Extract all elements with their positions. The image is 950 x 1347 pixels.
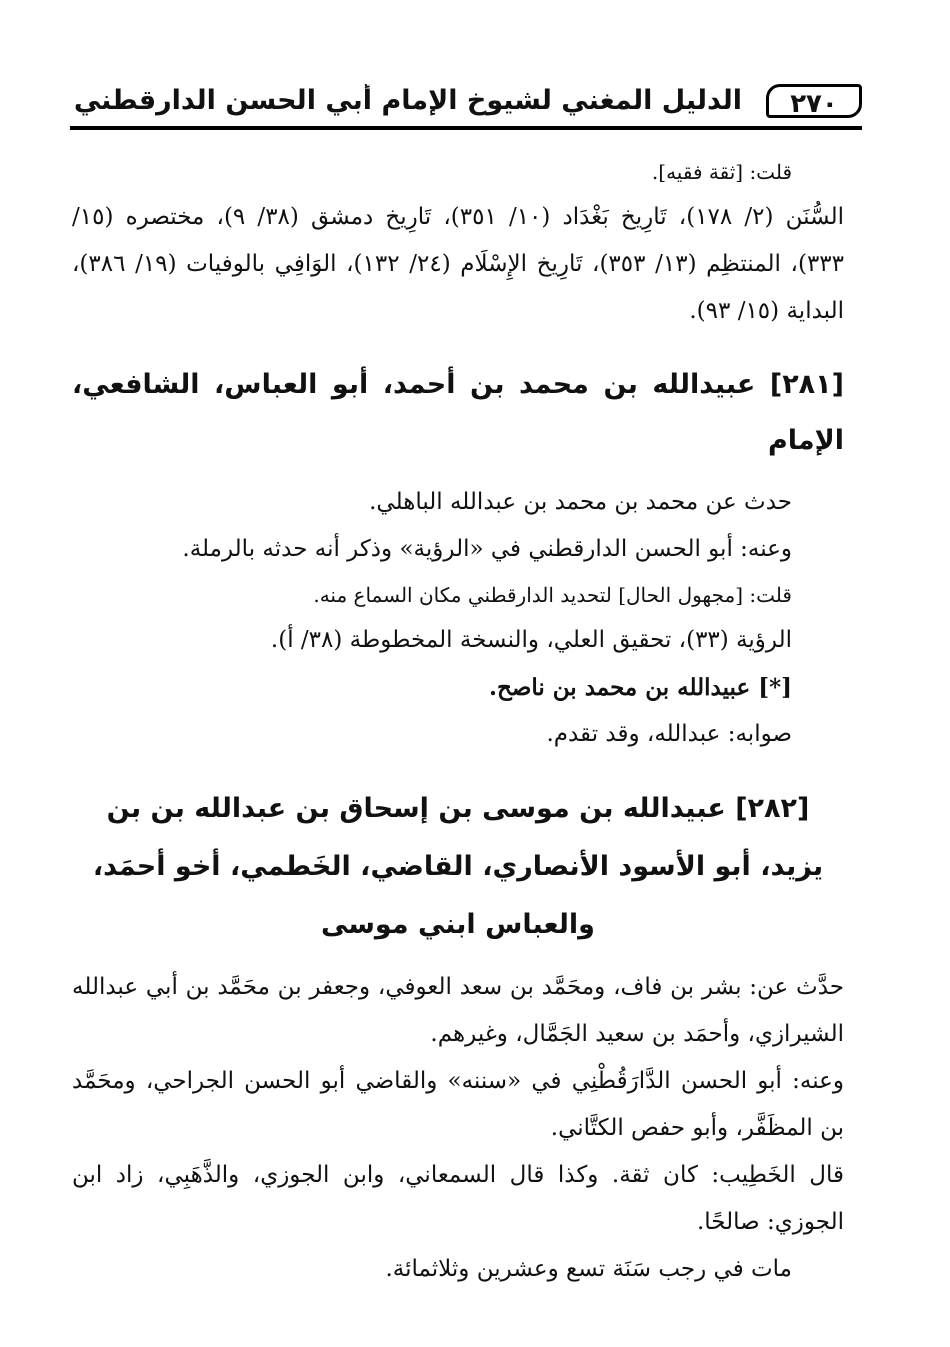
note-paragraph: قلت: [مجهول الحال] لتحديد الدارقطني مكان السماع منه. — [313, 583, 792, 607]
page-number: ٢٧٠ — [766, 84, 862, 118]
entry-281-body — [72, 479, 844, 758]
entry-heading-281: [٢٨١] عبيدالله بن محمد بن أحمد، أبو العباس، الشافعي، الإمام — [72, 369, 844, 456]
references-paragraph: السُّنَن (٢/ ١٧٨)، تَارِيخ بَغْدَاد (١٠/ ٣٥١)، تَارِيخ دمشق (٣٨/ ٩)، مختصره (١٥/ ٣٣٣)، المنتظِم (١٣/ ٣٥٣)، تَارِيخ الإِسْلَام (٢٤/ ١٣٢)، الوَافِي بالوفيات (١٩/ ٣٨٦)، البداية (١٥/ ٩٣). — [72, 204, 844, 324]
narrated-from: حدَّث عن: بشر بن فاف، ومحَمَّد بن سعد العوفي، وجعفر بن محَمَّد بن أبي عبدالله الشيرازي، وأحمَد بن سعيد الجَمَّال، وغيرهم. — [72, 974, 844, 1047]
header-rule — [70, 126, 862, 130]
narrated-by: وعنه: أبو الحسن الدارقطني في «الرؤية» وذكر أنه حدثه بالرملة. — [182, 536, 792, 562]
note-paragraph: قلت: [ثقة فقيه]. — [651, 160, 792, 184]
narrated-from: حدث عن محمد بن محمد بن عبدالله الباهلي. — [369, 489, 792, 515]
cross-reference-entry: [*] عبيدالله بن محمد بن ناصح. — [489, 674, 792, 701]
page-header — [70, 84, 862, 120]
death-paragraph: مات في رجب سَنَة تسع وعشرين وثلاثمائة. — [385, 1256, 792, 1282]
entry-heading-282: [٢٨٢] عبيدالله بن موسى بن إسحاق بن عبدالله بن بن يزيد، أبو الأسود الأنصاري، القاضي، الخَطمي، أخو أحمَد، والعباس ابني موسى — [92, 793, 824, 940]
grading-paragraph: قال الخَطِيب: كان ثقة. وكذا قال السمعاني، وابن الجوزي، والذَّهَبِي، زاد ابن الجوزي: صالحًا. — [72, 1162, 844, 1235]
references-paragraph: الرؤية (٣٣)، تحقيق العلي، والنسخة المخطوطة (٣٨/ أ). — [270, 627, 792, 653]
page-body — [72, 150, 844, 1293]
running-title: الدليل المغني لشيوخ الإمام أبي الحسن الدارقطني — [73, 85, 742, 116]
correction-note: صوابه: عبدالله، وقد تقدم. — [546, 721, 792, 747]
narrated-by: وعنه: أبو الحسن الدَّارَقُطْنِي في «سننه» والقاضي أبو الحسن الجراحي، ومحَمَّد بن المظَفَّر، وأبو حفص الكتَّاني. — [72, 1068, 844, 1141]
